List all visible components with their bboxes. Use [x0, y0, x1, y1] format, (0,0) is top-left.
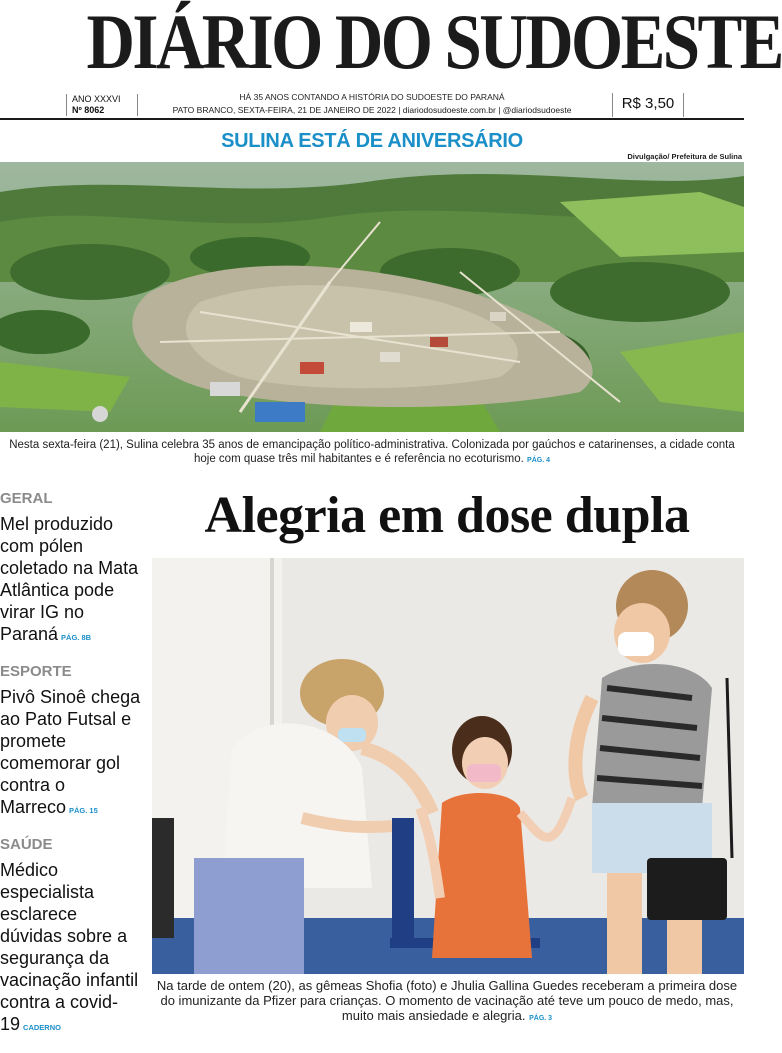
- masthead: [0, 0, 782, 120]
- vaccination-photo: [152, 558, 744, 974]
- sidebar-item-esporte[interactable]: [0, 663, 142, 822]
- edition-year: ANO XXXVI: [72, 94, 121, 104]
- section-label: GERAL: [0, 490, 53, 507]
- main-story-caption: [150, 978, 744, 1026]
- sidebar-story: [0, 686, 142, 822]
- section-label: SAÚDE: [0, 836, 53, 853]
- top-story-caption: [0, 438, 744, 468]
- sidebar-page-ref: PÁG. 8B: [61, 633, 92, 642]
- photo-credit: Divulgação/ Prefeitura de Sulina: [627, 152, 742, 161]
- sidebar-story: [0, 859, 142, 1039]
- sidebar-story-text: Médico especialista esclarece dúvidas sobre a segurança da vacinação infantil contra a covid-19: [0, 860, 139, 1034]
- sidebar-page-ref: CADERNO: [23, 1023, 61, 1032]
- price-box: R$ 3,50: [612, 93, 684, 117]
- sidebar-story-text: Mel produzido com pólen coletado na Mata Atlântica pode virar IG no Paraná: [0, 514, 139, 644]
- edition-box: [66, 94, 138, 116]
- top-story-kicker: SULINA ESTÁ DE ANIVERSÁRIO: [221, 130, 523, 152]
- sidebar-story-text: Pivô Sinoê chega ao Pato Futsal e promete comemorar gol contra o Marreco: [0, 687, 141, 817]
- main-story-page-ref: PÁG. 3: [529, 1015, 553, 1022]
- dateline: PATO BRANCO, SEXTA-FEIRA, 21 DE JANEIRO DE 2022 | diariodosudoeste.com.br | @diariodsudoeste: [172, 105, 572, 115]
- masthead-rule: [0, 118, 744, 120]
- sidebar: [0, 490, 142, 1053]
- sidebar-story: [0, 513, 142, 649]
- top-story-page-ref: PÁG. 4: [527, 457, 550, 464]
- main-story-caption-text: Na tarde de ontem (20), as gêmeas Shofia (foto) e Jhulia Gallina Guedes receberam a primeira dose do imunizante da Pfizer para crianças. O momento de vacinação até teve um pouco de medo, mas, muito mais ansiedade e alegria.: [156, 978, 738, 1023]
- section-label: ESPORTE: [0, 663, 72, 680]
- newspaper-logo: DIÁRIO DO SUDOESTE: [86, 0, 782, 85]
- tagline: HÁ 35 ANOS CONTANDO A HISTÓRIA DO SUDOESTE DO PARANÁ: [239, 92, 505, 102]
- sidebar-page-ref: PÁG. 15: [69, 806, 98, 815]
- aerial-city-photo: [0, 162, 744, 432]
- sidebar-item-geral[interactable]: [0, 490, 142, 649]
- sidebar-item-saude[interactable]: [0, 836, 142, 1039]
- top-story-caption-text: Nesta sexta-feira (21), Sulina celebra 35 anos de emancipação político-administrativa. Colonizada por gaúchos e catarinenses, a cidade conta hoje com quase três mil habitantes e é referência no ecoturismo.: [9, 439, 735, 465]
- main-headline: Alegria em dose dupla: [204, 487, 690, 544]
- edition-number: Nº 8062: [72, 105, 105, 115]
